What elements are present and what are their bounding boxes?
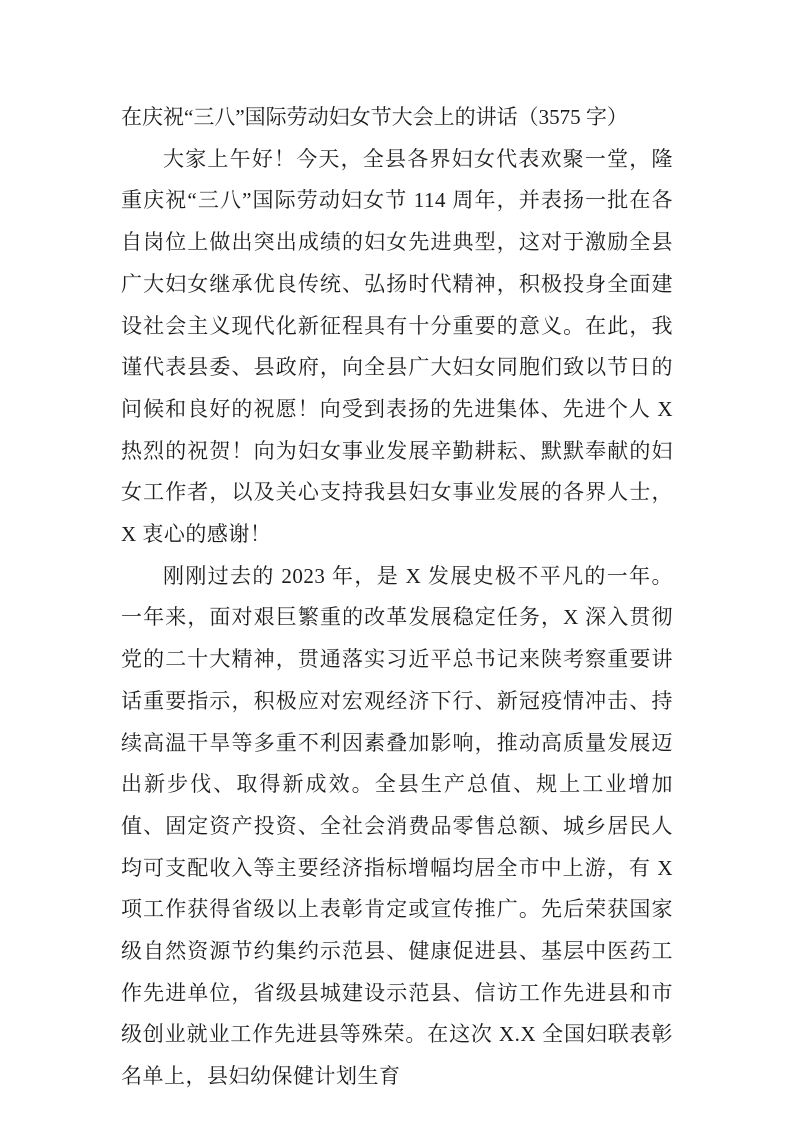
document-body [121,139,673,1098]
paragraph: 刚刚过去的 2023 年，是 X 发展史极不平凡的一年。一年来，面对艰巨繁重的改革发展稳定任务，X 深入贯彻党的二十大精神，贯通落实习近平总书记来陕考察重要讲话重要指示，积极应对宏观经济下行、新冠疫情冲击、持续高温干旱等多重不利因素叠加影响，推动高质量发展迈出新步伐、取得新成效。全县生产总值、规上工业增加值、固定资产投资、全社会消费品零售总额、城乡居民人均可支配收入等主要经济指标增幅均居全市中上游，有 X 项工作获得省级以上表彰肯定或宣传推广。先后荣获国家级自然资源节约集约示范县、健康促进县、基层中医药工作先进单位，省级县城建设示范县、信访工作先进县和市级创业就业工作先进县等殊荣。在这次 X.X 全国妇联表彰名单上，县妇幼保健计划生育 [121,563,673,1089]
paragraph: 大家上午好！今天，全县各界妇女代表欢聚一堂，隆重庆祝“三八”国际劳动妇女节 114 周年，并表扬一批在各自岗位上做出突出成绩的妇女先进典型，这对于激励全县广大妇女继承优良传统、弘扬时代精神，积极投身全面建设社会主义现代化新征程具有十分重要的意义。在此，我谨代表县委、县政府，向全县广大妇女同胞们致以节日的问候和良好的祝愿！向受到表扬的先进集体、先进个人 X 热烈的祝贺！向为妇女事业发展辛勤耕耘、默默奉献的妇女工作者，以及关心支持我县妇女事业发展的各界人士，X 衷心的感谢！ [121,146,673,547]
document-title: 在庆祝“三八”国际劳动妇女节大会上的讲话（3575 字） [121,105,628,129]
